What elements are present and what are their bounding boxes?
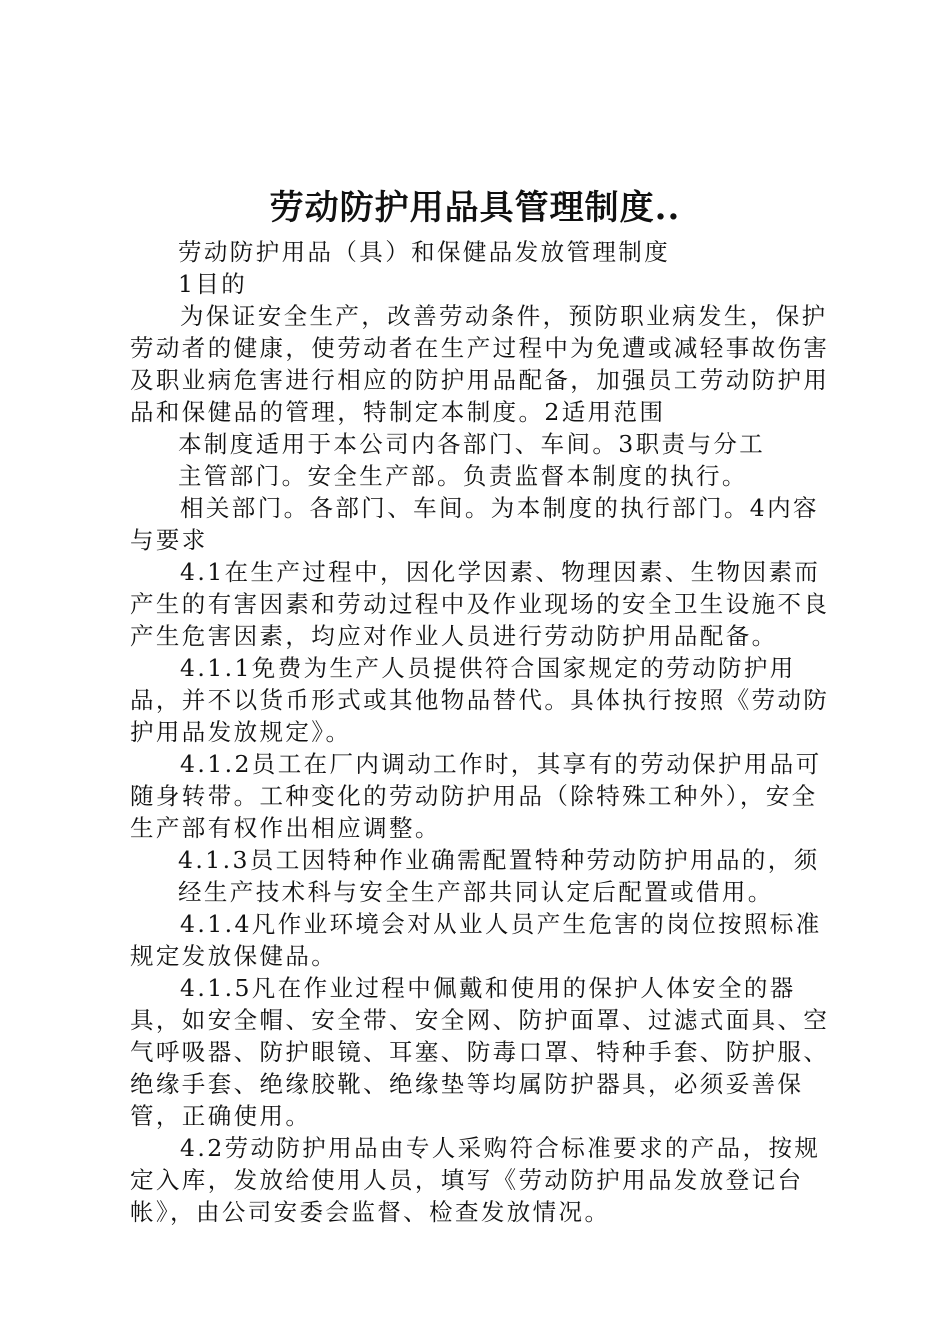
document-body bbox=[130, 236, 835, 1228]
document-title: 劳动防护用品具管理制度.. bbox=[269, 188, 681, 228]
paragraph-4-2: 4.2劳动防护用品由专人采购符合标准要求的产品，按规定入库，发放给使用人员，填写《劳动防护用品发放登记台帐》，由公司安委会监督、检查发放情况。 bbox=[130, 1134, 821, 1226]
paragraph-purpose: 为保证安全生产，改善劳动条件，预防职业病发生，保护劳动者的健康，使劳动者在生产过程中为免遭或减轻事故伤害及职业病危害进行相应的防护用品配备，加强员工劳动防护用品和保健品的管理，特制定本制度。2适用范围 bbox=[130, 302, 830, 426]
paragraph-4-1-4: 4.1.4凡作业环境会对从业人员产生危害的岗位按照标准规定发放保健品。 bbox=[130, 910, 822, 970]
paragraph-4-1-1: 4.1.1免费为生产人员提供符合国家规定的劳动防护用品，并不以货币形式或其他物品替代。具体执行按照《劳动防护用品发放规定》。 bbox=[130, 654, 830, 746]
paragraph-4-1: 4.1在生产过程中，因化学因素、物理因素、生物因素而产生的有害因素和劳动过程中及作业现场的安全卫生设施不良产生危害因素，均应对作业人员进行劳动防护用品配备。 bbox=[130, 558, 830, 650]
section-heading-purpose: 1目的 bbox=[178, 270, 248, 298]
paragraph-4-1-5: 4.1.5凡在作业过程中佩戴和使用的保护人体安全的器具，如安全帽、安全带、安全网、防护面罩、过滤式面具、空气呼吸器、防护眼镜、耳塞、防毒口罩、特种手套、防护服、绝缘手套、绝缘胶靴、绝缘垫等均属防护器具，必须妥善保管，正确使用。 bbox=[130, 974, 830, 1130]
document-subtitle: 劳动防护用品（具）和保健品发放管理制度 bbox=[178, 238, 671, 266]
paragraph-4-1-3-line2: 经生产技术科与安全生产部共同认定后配置或借用。 bbox=[178, 878, 774, 906]
paragraph-related-dept: 相关部门。各部门、车间。为本制度的执行部门。4内容与要求 bbox=[130, 494, 819, 554]
paragraph-scope: 本制度适用于本公司内各部门、车间。3职责与分工 bbox=[178, 430, 766, 458]
paragraph-4-1-2: 4.1.2员工在厂内调动工作时，其享有的劳动保护用品可随身转带。工种变化的劳动防护用品（除特殊工种外），安全生产部有权作出相应调整。 bbox=[130, 750, 822, 842]
paragraph-responsible-dept: 主管部门。安全生产部。负责监督本制度的执行。 bbox=[178, 462, 748, 490]
paragraph-4-1-3-line1: 4.1.3员工因特种作业确需配置特种劳动防护用品的，须 bbox=[178, 846, 820, 874]
